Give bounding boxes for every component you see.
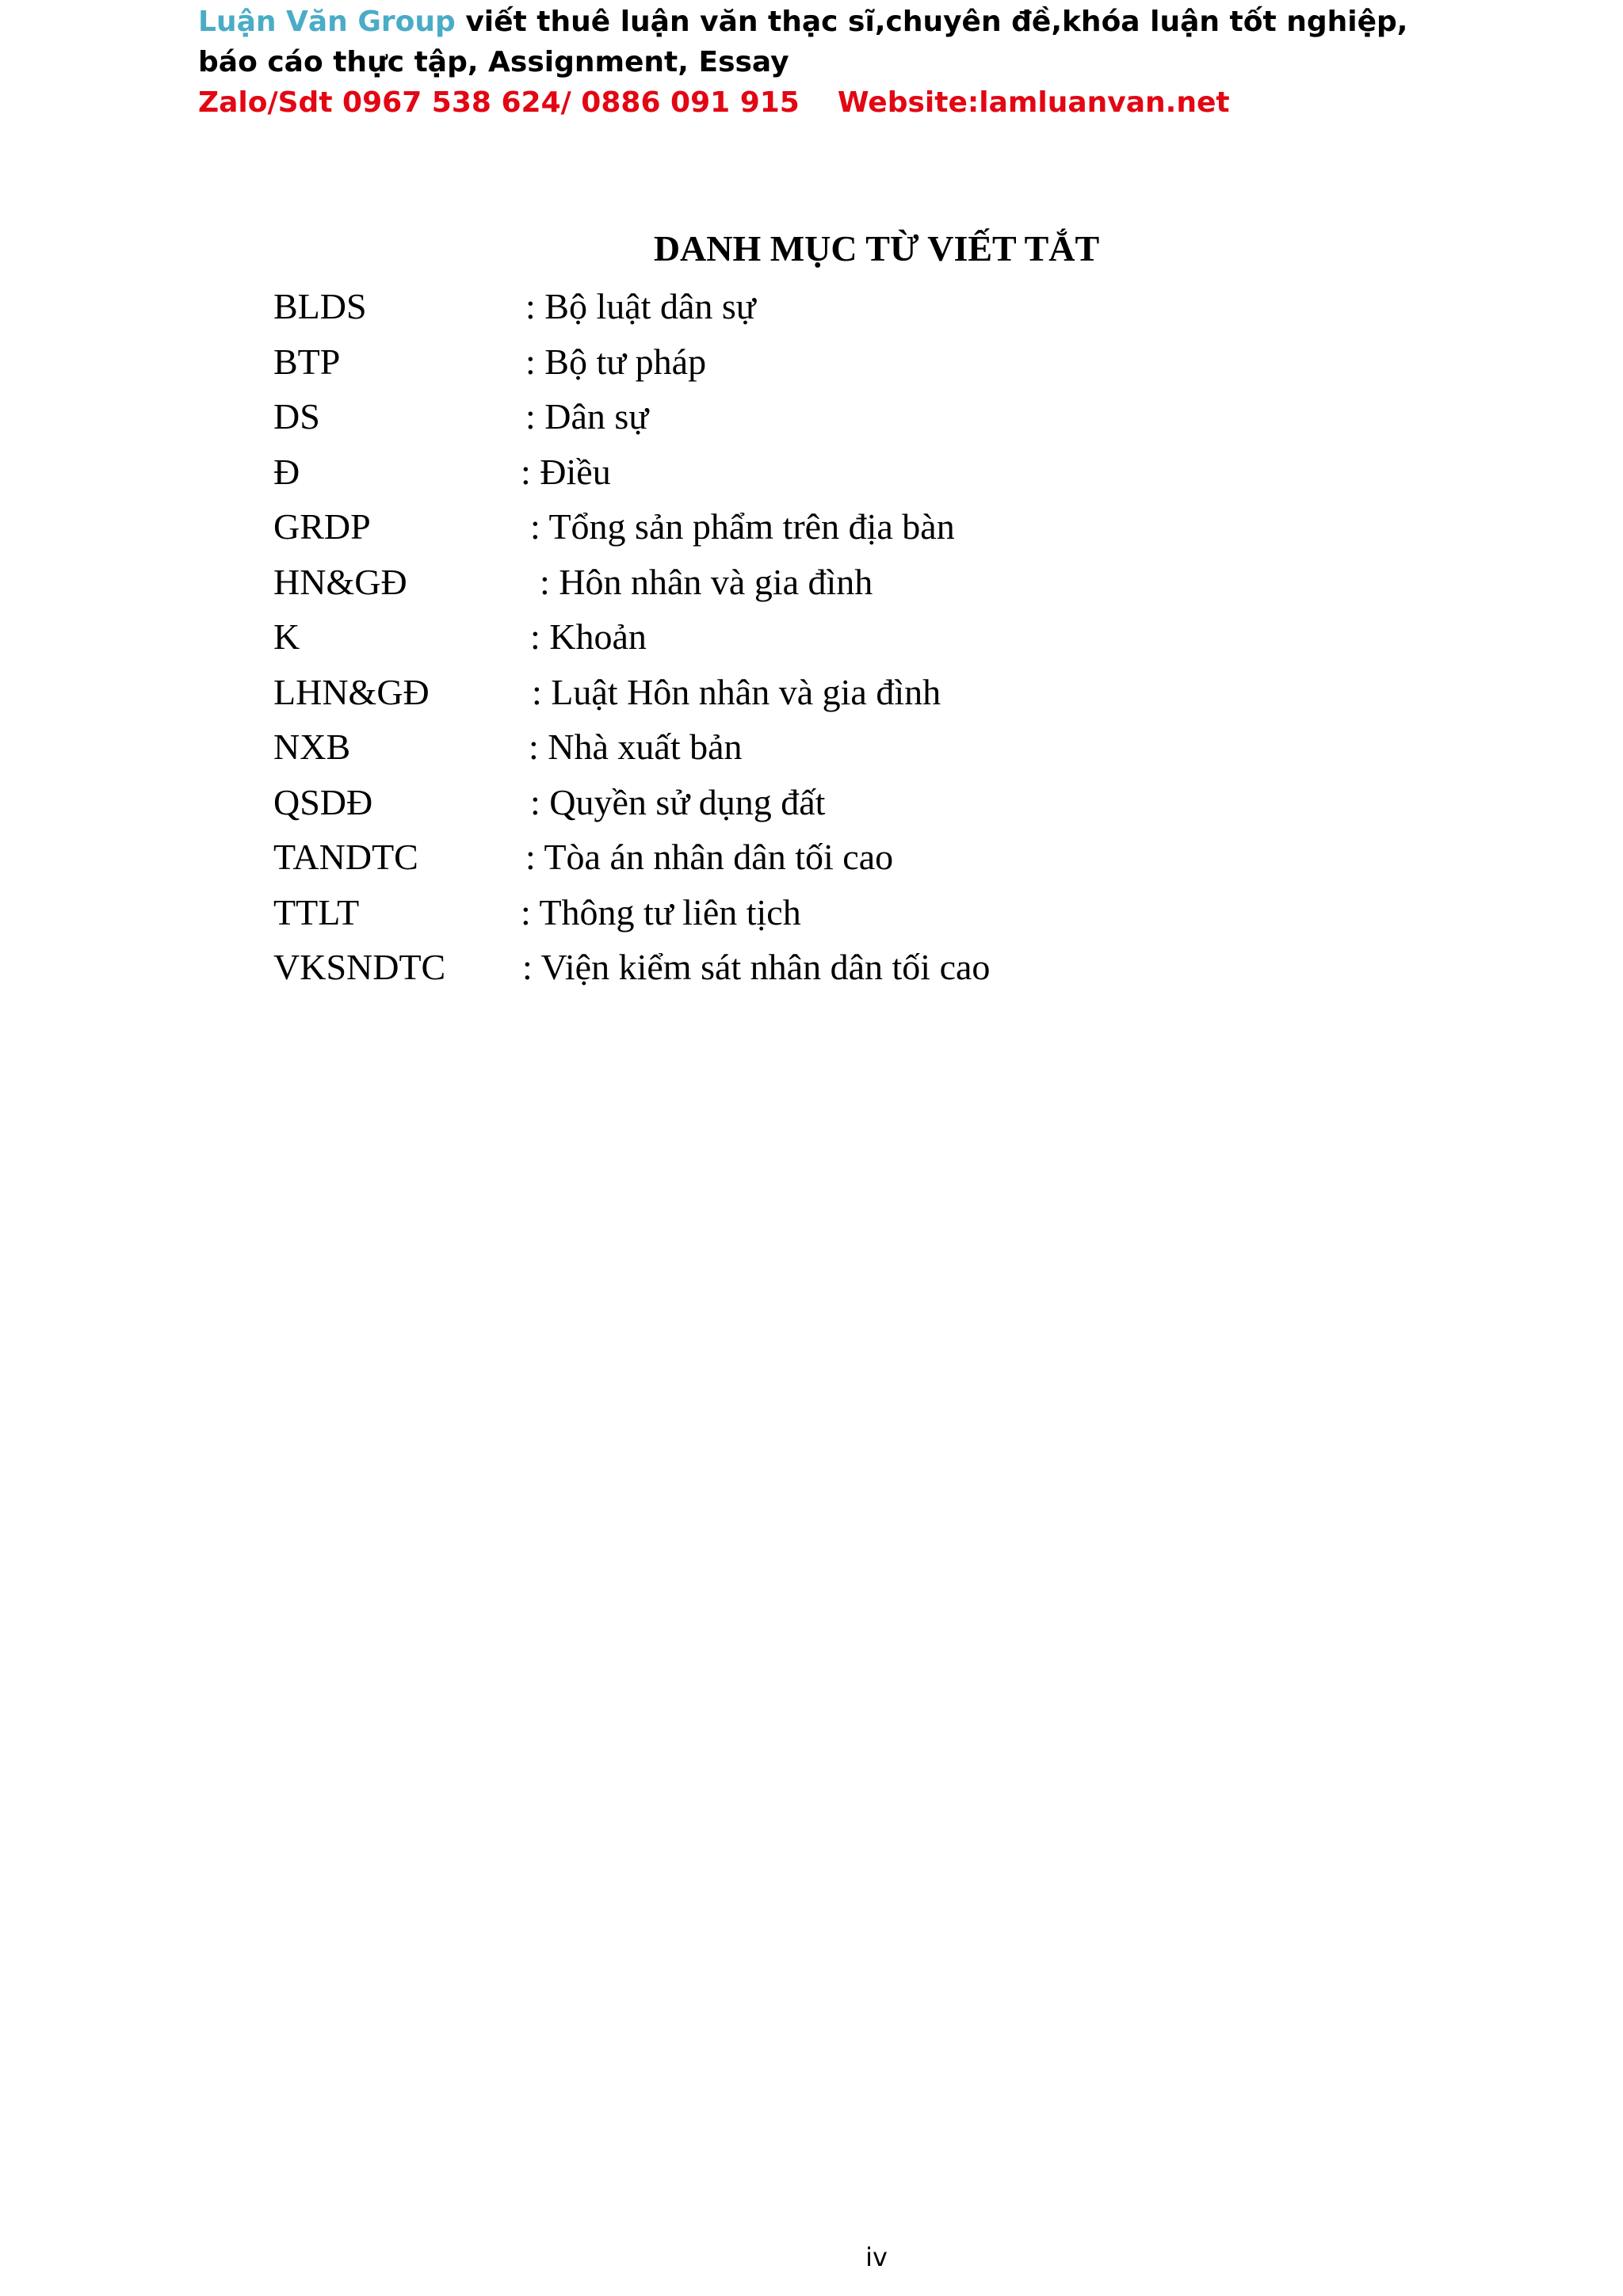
list-item [273,830,1304,885]
abbreviation-meaning: : Tòa án nhân dân tối cao [525,837,894,877]
contact-website: Website:lamluanvan.net [837,86,1230,119]
list-item [273,885,1304,940]
abbreviation-meaning: : Hôn nhân và gia đình [540,561,873,602]
list-item [273,499,1304,555]
abbreviation-term: BLDS [273,286,367,326]
page-number: iv [865,2242,888,2272]
abbreviation-term: GRDP [273,506,371,547]
abbreviation-term: TTLT [273,891,360,933]
abbreviation-term: BTP [273,341,341,382]
abbreviation-term: LHN&GĐ [273,671,430,712]
header-tagline-line [198,2,1450,82]
abbreviation-meaning: : Luật Hôn nhân và gia đình [532,671,941,712]
abbreviation-term: VKSNDTC [273,947,446,987]
list-item [273,279,1304,334]
list-item [273,719,1304,775]
abbreviation-term: QSDĐ [273,781,373,822]
abbreviation-meaning: : Viện kiểm sát nhân dân tối cao [522,947,991,987]
list-item [273,444,1304,500]
list-item [273,389,1304,444]
list-item [273,665,1304,720]
abbreviation-meaning: : Khoản [530,616,647,657]
page-header [198,0,1450,123]
abbreviation-meaning: : Điều [521,451,611,492]
list-item [273,940,1304,995]
list-item [273,775,1304,830]
header-contact [198,82,1450,123]
abbreviation-meaning: : Bộ tư pháp [525,341,707,382]
brand-name: Luận Văn Group [198,6,456,38]
abbreviation-meaning: : Tổng sản phẩm trên địa bàn [530,506,955,547]
abbreviation-term: K [273,616,300,657]
page-title: DANH MỤC TỪ VIẾT TẮT [653,228,1100,269]
abbreviation-term: Đ [273,451,300,492]
contact-phone: Zalo/Sdt 0967 538 624/ 0886 091 915 [198,86,800,119]
abbreviation-term: HN&GĐ [273,561,407,602]
list-item [273,609,1304,665]
header-tagline: viết thuê luận văn thạc sĩ,chuyên đề,khóa luận tốt nghiệp, báo cáo thực tập, Assignment, Essay [198,6,1408,78]
list-item [273,555,1304,610]
abbreviation-term: TANDTC [273,837,418,877]
abbreviation-meaning: : Thông tư liên tịch [521,891,801,933]
abbreviation-meaning: : Quyền sử dụng đất [530,781,826,822]
list-item [273,334,1304,390]
abbreviation-list [273,279,1304,995]
abbreviation-meaning: : Nhà xuất bản [529,727,743,767]
abbreviation-meaning: : Bộ luật dân sự [525,286,756,326]
abbreviation-meaning: : Dân sự [525,396,649,437]
abbreviation-term: NXB [273,727,351,767]
abbreviation-term: DS [273,396,320,437]
